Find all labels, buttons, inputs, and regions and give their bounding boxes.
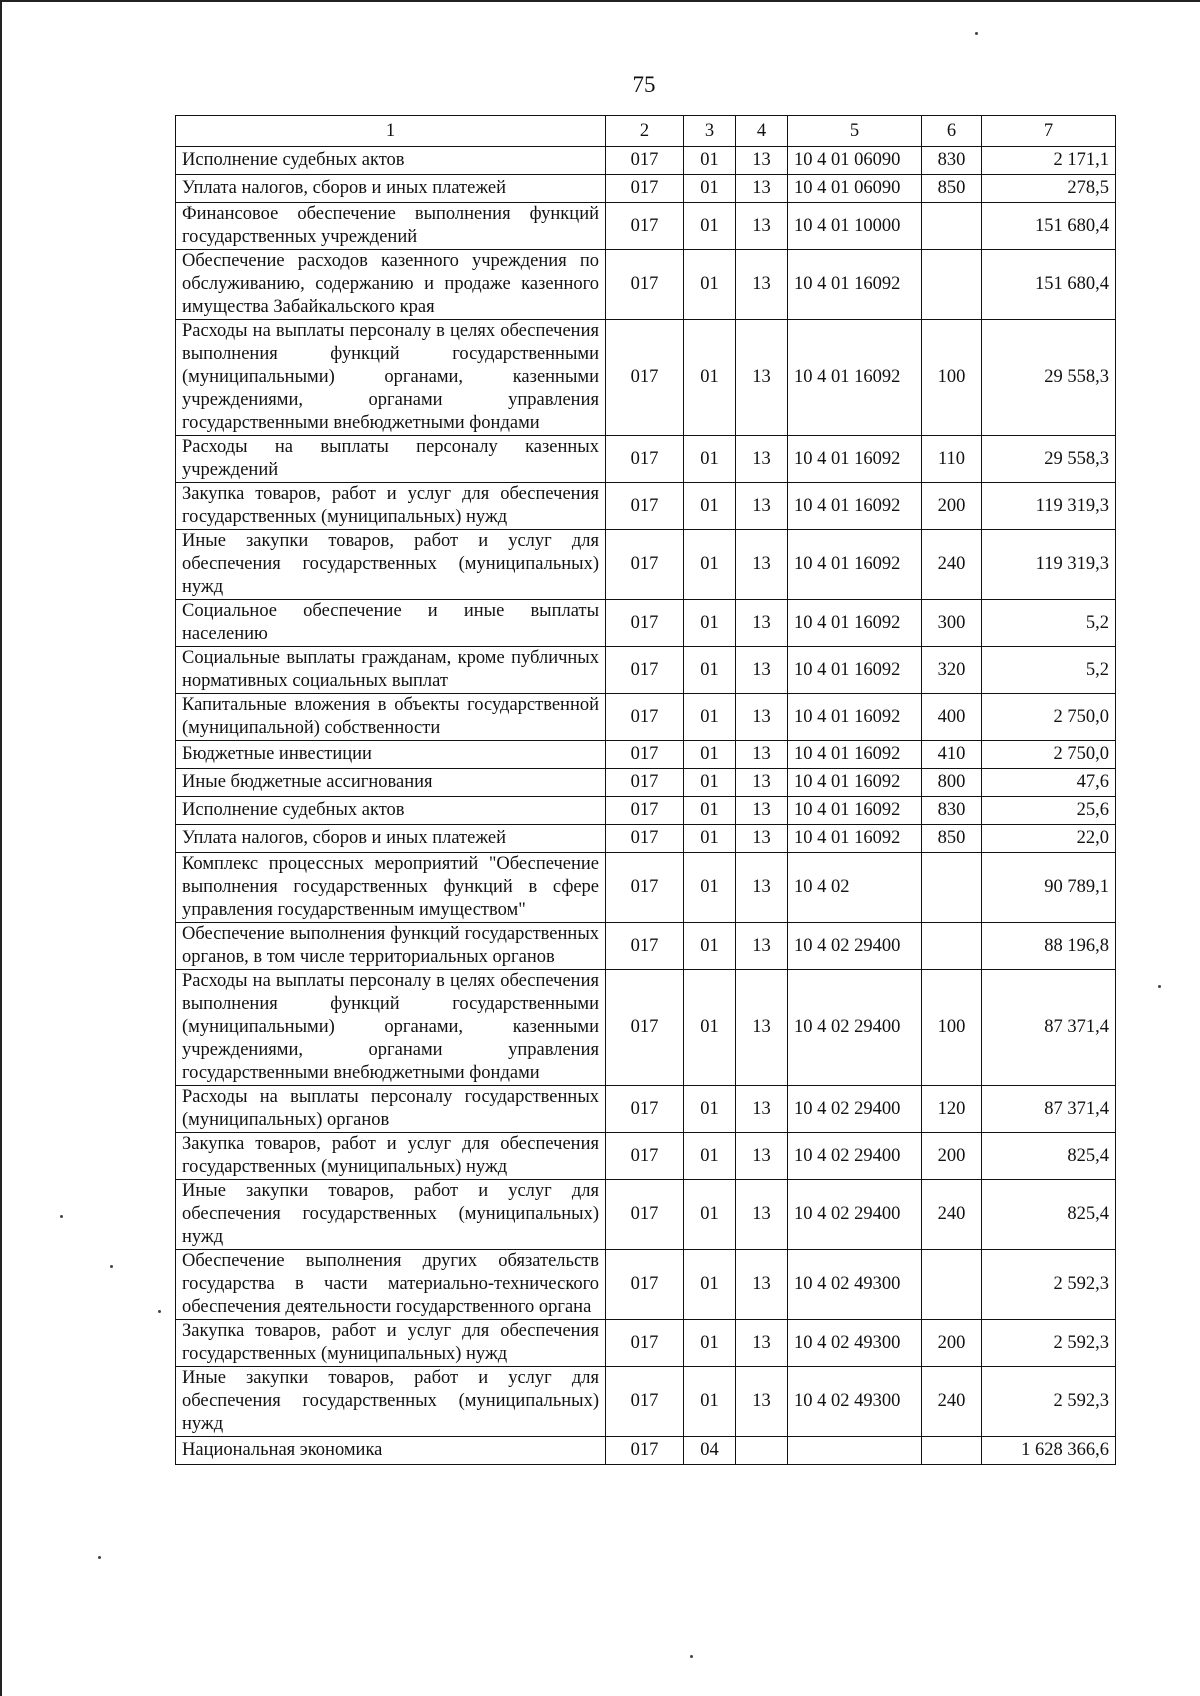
column-header: 6 bbox=[922, 116, 982, 147]
row-expense-type-cell: 240 bbox=[922, 1180, 982, 1250]
row-name-cell: Иные закупки товаров, работ и услуг для обеспечения государственных (муниципальных) нужд bbox=[176, 1180, 606, 1250]
row-subsection-cell: 13 bbox=[736, 320, 788, 436]
row-section-cell: 01 bbox=[684, 825, 736, 853]
row-subsection-cell: 13 bbox=[736, 694, 788, 741]
row-subsection-cell: 13 bbox=[736, 436, 788, 483]
row-expense-type-cell bbox=[922, 203, 982, 250]
table-row bbox=[176, 1086, 1116, 1133]
row-grbs-cell: 017 bbox=[606, 320, 684, 436]
row-amount-cell: 2 592,3 bbox=[982, 1250, 1116, 1320]
row-subsection-cell: 13 bbox=[736, 250, 788, 320]
row-expense-type-cell bbox=[922, 1437, 982, 1465]
row-target-article-cell: 10 4 02 49300 bbox=[788, 1320, 922, 1367]
row-target-article-cell: 10 4 02 29400 bbox=[788, 970, 922, 1086]
row-section-cell: 01 bbox=[684, 320, 736, 436]
row-grbs-cell: 017 bbox=[606, 1320, 684, 1367]
column-header: 2 bbox=[606, 116, 684, 147]
row-grbs-cell: 017 bbox=[606, 970, 684, 1086]
row-target-article-cell: 10 4 01 16092 bbox=[788, 483, 922, 530]
row-grbs-cell: 017 bbox=[606, 1250, 684, 1320]
row-section-cell: 01 bbox=[684, 694, 736, 741]
row-amount-cell: 87 371,4 bbox=[982, 970, 1116, 1086]
row-name-cell: Уплата налогов, сборов и иных платежей bbox=[176, 825, 606, 853]
row-amount-cell: 825,4 bbox=[982, 1133, 1116, 1180]
table-row bbox=[176, 647, 1116, 694]
row-amount-cell: 47,6 bbox=[982, 769, 1116, 797]
row-amount-cell: 825,4 bbox=[982, 1180, 1116, 1250]
row-expense-type-cell: 320 bbox=[922, 647, 982, 694]
row-section-cell: 01 bbox=[684, 741, 736, 769]
row-target-article-cell: 10 4 02 29400 bbox=[788, 1086, 922, 1133]
row-name-cell: Расходы на выплаты персоналу в целях обеспечения выполнения функций государственными (муниципальными) органами, казенными учреждениями, органами управления государственными внебюджетными фондами bbox=[176, 970, 606, 1086]
row-amount-cell: 88 196,8 bbox=[982, 923, 1116, 970]
row-amount-cell: 2 171,1 bbox=[982, 147, 1116, 175]
row-expense-type-cell: 850 bbox=[922, 825, 982, 853]
row-subsection-cell: 13 bbox=[736, 1133, 788, 1180]
row-grbs-cell: 017 bbox=[606, 825, 684, 853]
row-name-cell: Обеспечение выполнения других обязательств государства в части материально-технического обеспечения деятельности государственного органа bbox=[176, 1250, 606, 1320]
table-row bbox=[176, 1367, 1116, 1437]
row-amount-cell: 5,2 bbox=[982, 600, 1116, 647]
row-name-cell: Закупка товаров, работ и услуг для обеспечения государственных (муниципальных) нужд bbox=[176, 1320, 606, 1367]
row-amount-cell: 25,6 bbox=[982, 797, 1116, 825]
row-subsection-cell: 13 bbox=[736, 647, 788, 694]
row-amount-cell: 22,0 bbox=[982, 825, 1116, 853]
table-row bbox=[176, 825, 1116, 853]
row-target-article-cell: 10 4 01 16092 bbox=[788, 694, 922, 741]
row-expense-type-cell: 800 bbox=[922, 769, 982, 797]
row-target-article-cell: 10 4 01 16092 bbox=[788, 647, 922, 694]
row-subsection-cell: 13 bbox=[736, 825, 788, 853]
table-header-row bbox=[176, 116, 1116, 147]
table-row bbox=[176, 1133, 1116, 1180]
column-header: 4 bbox=[736, 116, 788, 147]
row-target-article-cell: 10 4 01 16092 bbox=[788, 250, 922, 320]
row-name-cell: Исполнение судебных актов bbox=[176, 147, 606, 175]
page-number: 75 bbox=[632, 72, 656, 97]
row-name-cell: Расходы на выплаты персоналу казенных учреждений bbox=[176, 436, 606, 483]
row-section-cell: 01 bbox=[684, 1367, 736, 1437]
row-name-cell: Расходы на выплаты персоналу государственных (муниципальных) органов bbox=[176, 1086, 606, 1133]
row-section-cell: 01 bbox=[684, 923, 736, 970]
row-amount-cell: 5,2 bbox=[982, 647, 1116, 694]
table-row bbox=[176, 797, 1116, 825]
row-expense-type-cell: 830 bbox=[922, 797, 982, 825]
row-grbs-cell: 017 bbox=[606, 203, 684, 250]
row-name-cell: Обеспечение расходов казенного учреждения по обслуживанию, содержанию и продаже казенного имущества Забайкальского края bbox=[176, 250, 606, 320]
row-section-cell: 01 bbox=[684, 647, 736, 694]
budget-table bbox=[175, 115, 1116, 1465]
row-expense-type-cell: 240 bbox=[922, 1367, 982, 1437]
row-grbs-cell: 017 bbox=[606, 530, 684, 600]
row-amount-cell: 278,5 bbox=[982, 175, 1116, 203]
table-row bbox=[176, 530, 1116, 600]
row-amount-cell: 151 680,4 bbox=[982, 203, 1116, 250]
row-amount-cell: 151 680,4 bbox=[982, 250, 1116, 320]
row-section-cell: 01 bbox=[684, 203, 736, 250]
row-section-cell: 01 bbox=[684, 1250, 736, 1320]
table-row bbox=[176, 741, 1116, 769]
row-name-cell: Иные закупки товаров, работ и услуг для обеспечения государственных (муниципальных) нужд bbox=[176, 530, 606, 600]
row-name-cell: Бюджетные инвестиции bbox=[176, 741, 606, 769]
row-target-article-cell: 10 4 02 bbox=[788, 853, 922, 923]
table-row bbox=[176, 1250, 1116, 1320]
row-grbs-cell: 017 bbox=[606, 600, 684, 647]
row-subsection-cell: 13 bbox=[736, 600, 788, 647]
scan-speck bbox=[158, 1310, 161, 1313]
row-subsection-cell: 13 bbox=[736, 147, 788, 175]
row-name-cell: Комплекс процессных мероприятий "Обеспечение выполнения государственных функций в сфере управления государственным имуществом" bbox=[176, 853, 606, 923]
table-row bbox=[176, 320, 1116, 436]
row-grbs-cell: 017 bbox=[606, 483, 684, 530]
row-amount-cell: 2 750,0 bbox=[982, 741, 1116, 769]
row-grbs-cell: 017 bbox=[606, 797, 684, 825]
row-expense-type-cell: 200 bbox=[922, 1133, 982, 1180]
row-subsection-cell: 13 bbox=[736, 923, 788, 970]
row-name-cell: Обеспечение выполнения функций государственных органов, в том числе территориальных органов bbox=[176, 923, 606, 970]
table-row bbox=[176, 175, 1116, 203]
row-grbs-cell: 017 bbox=[606, 923, 684, 970]
row-amount-cell: 87 371,4 bbox=[982, 1086, 1116, 1133]
row-subsection-cell: 13 bbox=[736, 175, 788, 203]
row-target-article-cell: 10 4 01 06090 bbox=[788, 175, 922, 203]
table-row bbox=[176, 769, 1116, 797]
row-target-article-cell: 10 4 01 16092 bbox=[788, 797, 922, 825]
table-row bbox=[176, 1320, 1116, 1367]
row-expense-type-cell: 200 bbox=[922, 483, 982, 530]
table-row bbox=[176, 694, 1116, 741]
row-name-cell: Исполнение судебных актов bbox=[176, 797, 606, 825]
row-subsection-cell: 13 bbox=[736, 853, 788, 923]
row-section-cell: 01 bbox=[684, 1086, 736, 1133]
column-header: 7 bbox=[982, 116, 1116, 147]
row-amount-cell: 29 558,3 bbox=[982, 320, 1116, 436]
row-expense-type-cell: 100 bbox=[922, 320, 982, 436]
row-name-cell: Расходы на выплаты персоналу в целях обеспечения выполнения функций государственными (муниципальными) органами, казенными учреждениями, органами управления государственными внебюджетными фондами bbox=[176, 320, 606, 436]
table-row bbox=[176, 600, 1116, 647]
row-name-cell: Иные закупки товаров, работ и услуг для обеспечения государственных (муниципальных) нужд bbox=[176, 1367, 606, 1437]
row-section-cell: 01 bbox=[684, 175, 736, 203]
row-subsection-cell: 13 bbox=[736, 1250, 788, 1320]
row-grbs-cell: 017 bbox=[606, 694, 684, 741]
row-grbs-cell: 017 bbox=[606, 1180, 684, 1250]
row-target-article-cell: 10 4 01 16092 bbox=[788, 530, 922, 600]
scan-speck bbox=[690, 1655, 693, 1658]
column-header: 1 bbox=[176, 116, 606, 147]
row-subsection-cell: 13 bbox=[736, 203, 788, 250]
row-name-cell: Финансовое обеспечение выполнения функций государственных учреждений bbox=[176, 203, 606, 250]
row-expense-type-cell: 200 bbox=[922, 1320, 982, 1367]
row-target-article-cell: 10 4 01 06090 bbox=[788, 147, 922, 175]
row-section-cell: 04 bbox=[684, 1437, 736, 1465]
row-target-article-cell: 10 4 02 29400 bbox=[788, 1133, 922, 1180]
scan-speck bbox=[110, 1265, 113, 1268]
row-section-cell: 01 bbox=[684, 769, 736, 797]
row-section-cell: 01 bbox=[684, 600, 736, 647]
row-section-cell: 01 bbox=[684, 250, 736, 320]
row-expense-type-cell: 300 bbox=[922, 600, 982, 647]
row-name-cell: Закупка товаров, работ и услуг для обеспечения государственных (муниципальных) нужд bbox=[176, 483, 606, 530]
row-target-article-cell: 10 4 02 29400 bbox=[788, 1180, 922, 1250]
row-expense-type-cell: 400 bbox=[922, 694, 982, 741]
row-section-cell: 01 bbox=[684, 1180, 736, 1250]
row-subsection-cell: 13 bbox=[736, 1320, 788, 1367]
table-row bbox=[176, 853, 1116, 923]
scan-speck bbox=[60, 1215, 63, 1218]
row-target-article-cell: 10 4 01 16092 bbox=[788, 825, 922, 853]
row-name-cell: Национальная экономика bbox=[176, 1437, 606, 1465]
row-name-cell: Иные бюджетные ассигнования bbox=[176, 769, 606, 797]
row-expense-type-cell: 110 bbox=[922, 436, 982, 483]
row-section-cell: 01 bbox=[684, 436, 736, 483]
row-amount-cell: 2 592,3 bbox=[982, 1320, 1116, 1367]
row-grbs-cell: 017 bbox=[606, 436, 684, 483]
row-grbs-cell: 017 bbox=[606, 147, 684, 175]
row-subsection-cell: 13 bbox=[736, 1367, 788, 1437]
table-row bbox=[176, 970, 1116, 1086]
row-expense-type-cell bbox=[922, 923, 982, 970]
row-amount-cell: 90 789,1 bbox=[982, 853, 1116, 923]
row-target-article-cell: 10 4 02 29400 bbox=[788, 923, 922, 970]
row-expense-type-cell: 850 bbox=[922, 175, 982, 203]
row-subsection-cell: 13 bbox=[736, 483, 788, 530]
row-grbs-cell: 017 bbox=[606, 1437, 684, 1465]
row-grbs-cell: 017 bbox=[606, 853, 684, 923]
row-target-article-cell: 10 4 01 16092 bbox=[788, 600, 922, 647]
row-amount-cell: 119 319,3 bbox=[982, 530, 1116, 600]
table-row bbox=[176, 203, 1116, 250]
row-subsection-cell: 13 bbox=[736, 1086, 788, 1133]
row-target-article-cell: 10 4 02 49300 bbox=[788, 1250, 922, 1320]
row-grbs-cell: 017 bbox=[606, 175, 684, 203]
row-name-cell: Социальное обеспечение и иные выплаты населению bbox=[176, 600, 606, 647]
row-grbs-cell: 017 bbox=[606, 1367, 684, 1437]
column-header: 5 bbox=[788, 116, 922, 147]
row-section-cell: 01 bbox=[684, 147, 736, 175]
row-expense-type-cell bbox=[922, 853, 982, 923]
table-row bbox=[176, 147, 1116, 175]
scan-speck bbox=[1158, 985, 1161, 988]
row-grbs-cell: 017 bbox=[606, 1133, 684, 1180]
row-subsection-cell bbox=[736, 1437, 788, 1465]
row-subsection-cell: 13 bbox=[736, 970, 788, 1086]
row-expense-type-cell bbox=[922, 250, 982, 320]
table-row bbox=[176, 483, 1116, 530]
row-section-cell: 01 bbox=[684, 1320, 736, 1367]
row-subsection-cell: 13 bbox=[736, 1180, 788, 1250]
row-amount-cell: 29 558,3 bbox=[982, 436, 1116, 483]
row-section-cell: 01 bbox=[684, 797, 736, 825]
row-expense-type-cell: 240 bbox=[922, 530, 982, 600]
scan-speck bbox=[98, 1556, 101, 1559]
row-grbs-cell: 017 bbox=[606, 741, 684, 769]
row-target-article-cell bbox=[788, 1437, 922, 1465]
row-amount-cell: 2 750,0 bbox=[982, 694, 1116, 741]
row-grbs-cell: 017 bbox=[606, 250, 684, 320]
row-target-article-cell: 10 4 02 49300 bbox=[788, 1367, 922, 1437]
row-expense-type-cell: 830 bbox=[922, 147, 982, 175]
row-target-article-cell: 10 4 01 10000 bbox=[788, 203, 922, 250]
table-body bbox=[176, 147, 1116, 1465]
table-row bbox=[176, 436, 1116, 483]
row-grbs-cell: 017 bbox=[606, 769, 684, 797]
row-target-article-cell: 10 4 01 16092 bbox=[788, 769, 922, 797]
row-expense-type-cell: 100 bbox=[922, 970, 982, 1086]
row-subsection-cell: 13 bbox=[736, 741, 788, 769]
column-header: 3 bbox=[684, 116, 736, 147]
scan-speck bbox=[975, 32, 978, 35]
row-name-cell: Уплата налогов, сборов и иных платежей bbox=[176, 175, 606, 203]
row-target-article-cell: 10 4 01 16092 bbox=[788, 436, 922, 483]
row-expense-type-cell bbox=[922, 1250, 982, 1320]
row-grbs-cell: 017 bbox=[606, 1086, 684, 1133]
row-expense-type-cell: 410 bbox=[922, 741, 982, 769]
row-name-cell: Капитальные вложения в объекты государственной (муниципальной) собственности bbox=[176, 694, 606, 741]
table-row bbox=[176, 1180, 1116, 1250]
row-target-article-cell: 10 4 01 16092 bbox=[788, 741, 922, 769]
row-subsection-cell: 13 bbox=[736, 769, 788, 797]
row-section-cell: 01 bbox=[684, 970, 736, 1086]
row-target-article-cell: 10 4 01 16092 bbox=[788, 320, 922, 436]
row-name-cell: Закупка товаров, работ и услуг для обеспечения государственных (муниципальных) нужд bbox=[176, 1133, 606, 1180]
row-section-cell: 01 bbox=[684, 1133, 736, 1180]
row-section-cell: 01 bbox=[684, 530, 736, 600]
row-grbs-cell: 017 bbox=[606, 647, 684, 694]
row-section-cell: 01 bbox=[684, 483, 736, 530]
row-subsection-cell: 13 bbox=[736, 530, 788, 600]
row-expense-type-cell: 120 bbox=[922, 1086, 982, 1133]
table-row bbox=[176, 250, 1116, 320]
row-subsection-cell: 13 bbox=[736, 797, 788, 825]
row-amount-cell: 119 319,3 bbox=[982, 483, 1116, 530]
row-section-cell: 01 bbox=[684, 853, 736, 923]
table-row bbox=[176, 1437, 1116, 1465]
row-amount-cell: 1 628 366,6 bbox=[982, 1437, 1116, 1465]
row-name-cell: Социальные выплаты гражданам, кроме публичных нормативных социальных выплат bbox=[176, 647, 606, 694]
row-amount-cell: 2 592,3 bbox=[982, 1367, 1116, 1437]
table-row bbox=[176, 923, 1116, 970]
